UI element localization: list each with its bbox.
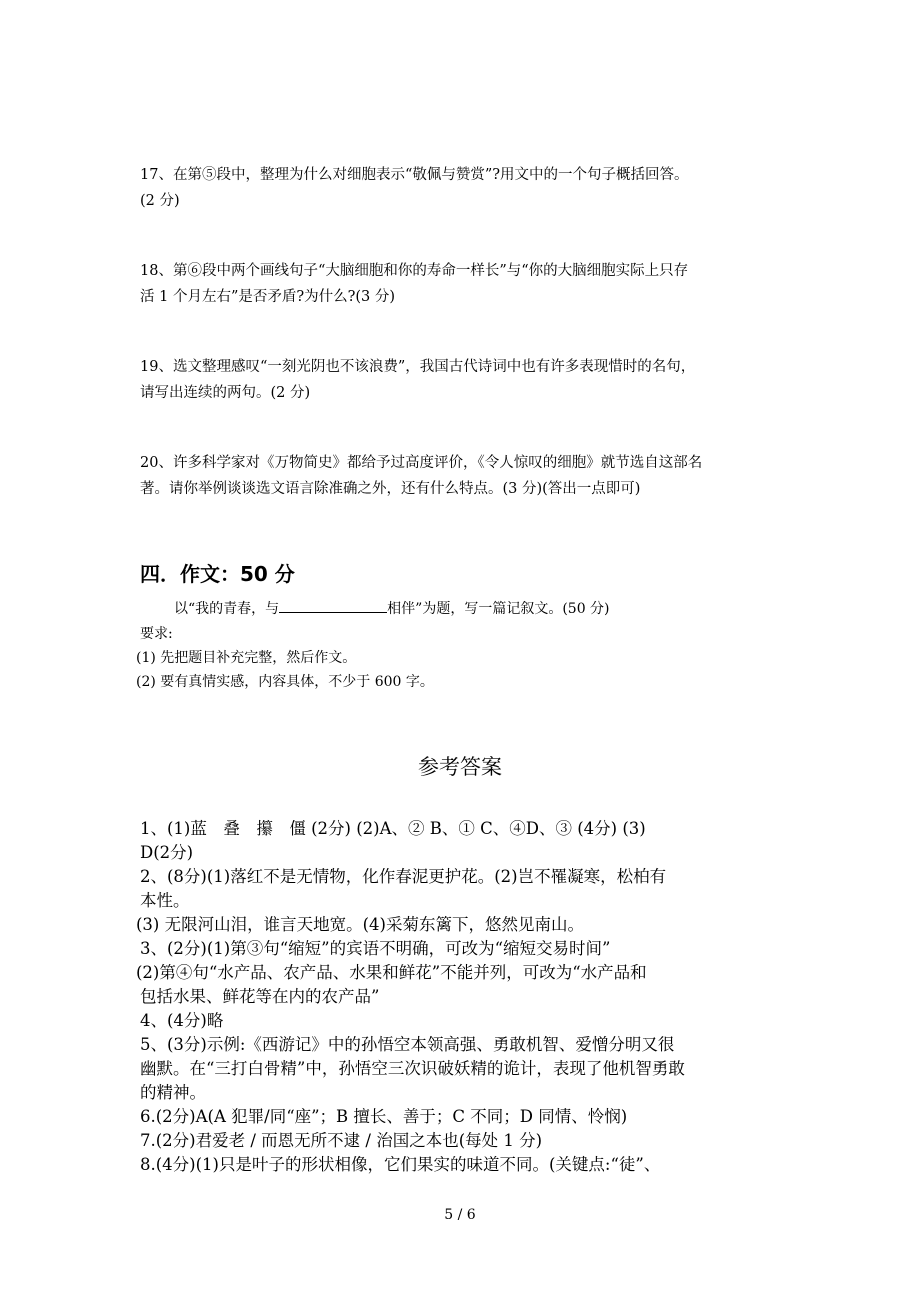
essay-requirements-label: 要求:: [140, 626, 173, 642]
answer-line: 8.(4分)(1)只是叶子的形状相像，它们果实的味道不同。(关键点:“徒”、: [140, 1155, 661, 1174]
answer-line: 幽默。在“三打白骨精”中，孙悟空三次识破妖精的诡计，表现了他机智勇敢: [140, 1059, 685, 1078]
answer-line: 7.(2分)君爱老 / 而恩无所不逮 / 治国之本也(每处 1 分): [140, 1131, 543, 1150]
q20-line-1: 20、许多科学家对《万物简史》都给予过高度评价，《令人惊叹的细胞》就节选自这部名: [140, 455, 703, 471]
q17-line-1: 17、在第⑤段中，整理为什么对细胞表示“敬佩与赞赏”?用文中的一个句子概括回答。: [140, 167, 689, 183]
answer-line: 2、(8分)(1)落红不是无情物，化作春泥更护花。(2)岂不罹凝寒，松柏有: [140, 867, 667, 886]
q20-line-2: 著。请你举例谈谈选文语言除准确之外，还有什么特点。(3 分)(答出一点即可): [140, 481, 641, 497]
essay-requirement-2: (2) 要有真情实感，内容具体，不少于 600 字。: [136, 674, 434, 690]
answer-line: (3) 无限河山泪，谁言天地宽。(4)采菊东篱下，悠然见南山。: [136, 915, 584, 934]
answer-line: 5、(3分)示例:《西游记》中的孙悟空本领高强、勇敢机智、爱憎分明又很: [140, 1035, 675, 1054]
q18-line-1: 18、第⑥段中两个画线句子“大脑细胞和你的寿命一样长”与“你的大脑细胞实际上只存: [140, 263, 689, 279]
answer-line: 本性。: [140, 891, 190, 910]
essay-prompt-after: 相伴”为题，写一篇记叙文。(50 分): [387, 601, 610, 617]
answer-line: 1、(1)蓝 叠 攥 僵 (2分) (2)A、② B、① C、④D、③ (4分) (3): [140, 819, 646, 838]
answer-line: 包括水果、鲜花等在内的农产品”: [140, 987, 380, 1006]
essay-heading: 四．作文：50 分: [140, 562, 295, 586]
essay-prompt-before: 以“我的青春，与: [174, 601, 280, 617]
answer-line: 的精神。: [140, 1083, 206, 1102]
answer-line: 3、(2分)(1)第③句“缩短”的宾语不明确，可改为“缩短交易时间”: [140, 939, 611, 958]
q17-line-2: (2 分): [140, 193, 180, 209]
answers-title: 参考答案: [418, 755, 502, 779]
q18-line-2: 活 1 个月左右”是否矛盾?为什么?(3 分): [140, 289, 396, 305]
q19-line-1: 19、选文整理感叹“一刻光阴也不该浪费”，我国古代诗词中也有许多表现惜时的名句，: [140, 359, 696, 375]
essay-requirement-1: (1) 先把题目补充完整，然后作文。: [136, 650, 357, 666]
page-number: 5 / 6: [444, 1207, 476, 1223]
answer-line: 6.(2分)A(A 犯罪/同“座”；B 擅长、善于；C 不同；D 同情、怜悯): [140, 1107, 628, 1126]
essay-prompt: [174, 598, 610, 618]
q19-line-2: 请写出连续的两句。(2 分): [140, 385, 311, 401]
title-blank: [279, 598, 387, 613]
answer-line: D(2分): [140, 843, 194, 862]
answer-line: (2)第④句“水产品、农产品、水果和鲜花”不能并列，可改为“水产品和: [136, 963, 647, 982]
answer-line: 4、(4分)略: [140, 1011, 224, 1030]
